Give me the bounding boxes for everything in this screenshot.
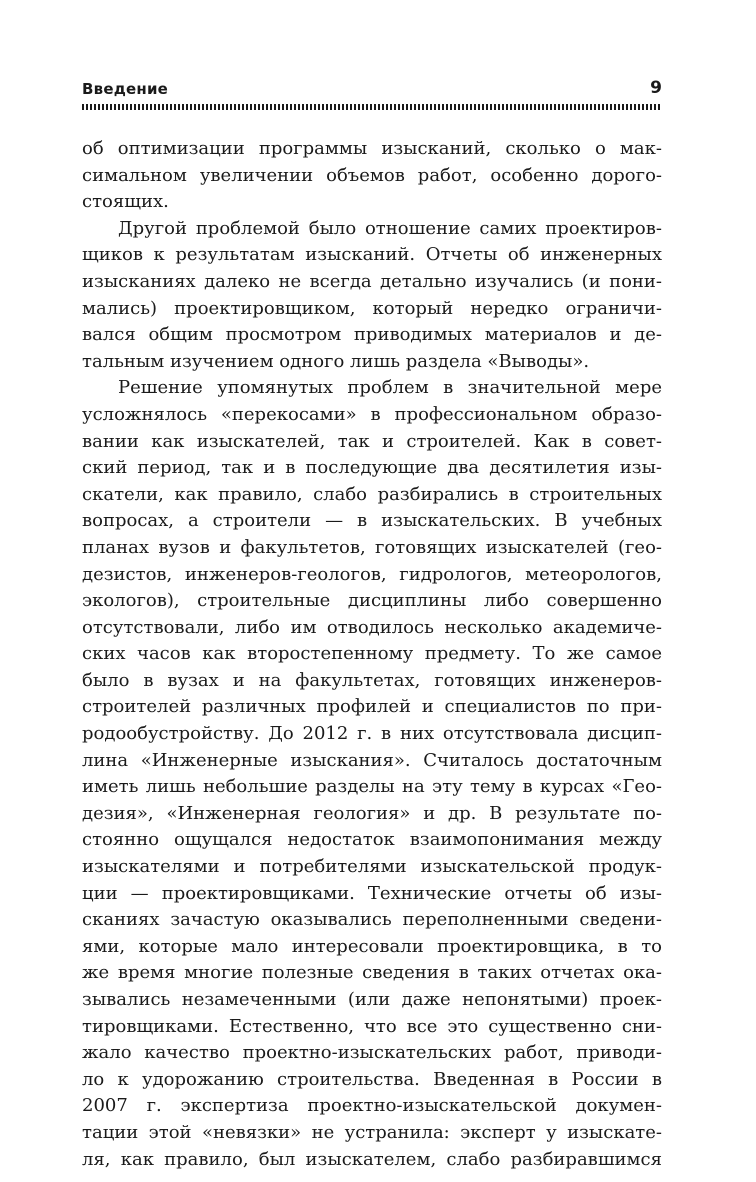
header-rule — [82, 104, 662, 110]
running-header — [82, 78, 662, 104]
body-text — [82, 136, 662, 1173]
text-line: скатели, как правило, слабо разбирались в строительных — [82, 483, 662, 505]
text-line: тальным изучением одного лишь раздела «Выводы». — [82, 350, 590, 372]
text-line: ции — проектировщиками. Технические отчеты об изы- — [82, 882, 662, 904]
text-line: отсутствовали, либо им отводилось несколько академиче- — [82, 616, 662, 638]
text-line: было в вузах и на факультетах, готовящих инженеров- — [82, 669, 662, 691]
text-line: лина «Инженерные изыскания». Считалось достаточным — [82, 749, 662, 771]
paragraph — [82, 136, 662, 216]
text-line: ский период, так и в последующие два десятилетия изы- — [82, 457, 662, 479]
text-line: строителей различных профилей и специалистов по при- — [82, 696, 662, 718]
text-line: планах вузов и факультетов, готовящих изыскателей (гео- — [82, 536, 662, 558]
text-line: тации этой «невязки» не устранила: эксперт у изыскате- — [82, 1121, 662, 1143]
text-line: дезистов, инженеров-геологов, гидрологов, метеорологов, — [82, 563, 662, 585]
text-line: экологов), строительные дисциплины либо совершенно — [82, 590, 662, 612]
text-line: же время многие полезные сведения в таких отчетах ока- — [82, 962, 662, 984]
text-line: симальном увеличении объемов работ, особенно дорого- — [82, 164, 662, 186]
chapter-title: Введение — [82, 80, 169, 98]
text-line: ями, которые мало интересовали проектировщика, в то — [82, 935, 662, 957]
text-line: ло к удорожанию строительства. Введенная в России в — [82, 1068, 662, 1090]
text-line: Другой проблемой было отношение самих проектиров- — [118, 217, 662, 239]
page-number: 9 — [650, 78, 662, 98]
text-line: тировщиками. Естественно, что все это существенно сни- — [82, 1015, 662, 1037]
text-line: дезия», «Инженерная геология» и др. В результате по- — [82, 802, 662, 824]
text-line: ля, как правило, был изыскателем, слабо разбиравшимся — [82, 1148, 662, 1170]
text-line: зывались незамеченными (или даже непонятыми) проек- — [82, 989, 662, 1010]
paragraph — [82, 216, 662, 376]
text-line: ских часов как второстепенному предмету. То же самое — [82, 643, 662, 665]
text-line: сканиях зачастую оказывались переполненными сведени- — [82, 909, 662, 931]
text-line: мались) проектировщиком, который нередко ограничи- — [82, 297, 662, 319]
paragraph — [82, 375, 662, 1173]
text-line: жало качество проектно-изыскательских работ, приводи- — [82, 1042, 662, 1064]
text-line: Решение упомянутых проблем в значительной мере — [118, 377, 662, 399]
text-line: об оптимизации программы изысканий, сколько о мак- — [82, 138, 662, 159]
text-line: стоянно ощущался недостаток взаимопонимания между — [82, 829, 662, 851]
text-line: усложнялось «перекосами» в профессиональном образо- — [82, 403, 662, 425]
text-line: иметь лишь небольшие разделы на эту тему в курсах «Гео- — [82, 776, 662, 798]
text-line: вался общим просмотром приводимых материалов и де- — [82, 324, 662, 346]
text-line: 2007 г. экспертиза проектно-изыскательской докумен- — [82, 1095, 662, 1117]
text-line: вании как изыскателей, так и строителей. Как в совет- — [82, 430, 662, 452]
text-line: родообустройству. До 2012 г. в них отсутствовала дисцип- — [82, 723, 662, 745]
text-line: стоящих. — [82, 191, 169, 213]
text-line: вопросах, а строители — в изыскательских. В учебных — [82, 510, 662, 532]
text-line: изыскателями и потребителями изыскательской продук- — [82, 856, 662, 878]
text-line: изысканиях далеко не всегда детально изучались (и пони- — [82, 270, 662, 292]
text-line: щиков к результатам изысканий. Отчеты об инженерных — [82, 244, 662, 266]
